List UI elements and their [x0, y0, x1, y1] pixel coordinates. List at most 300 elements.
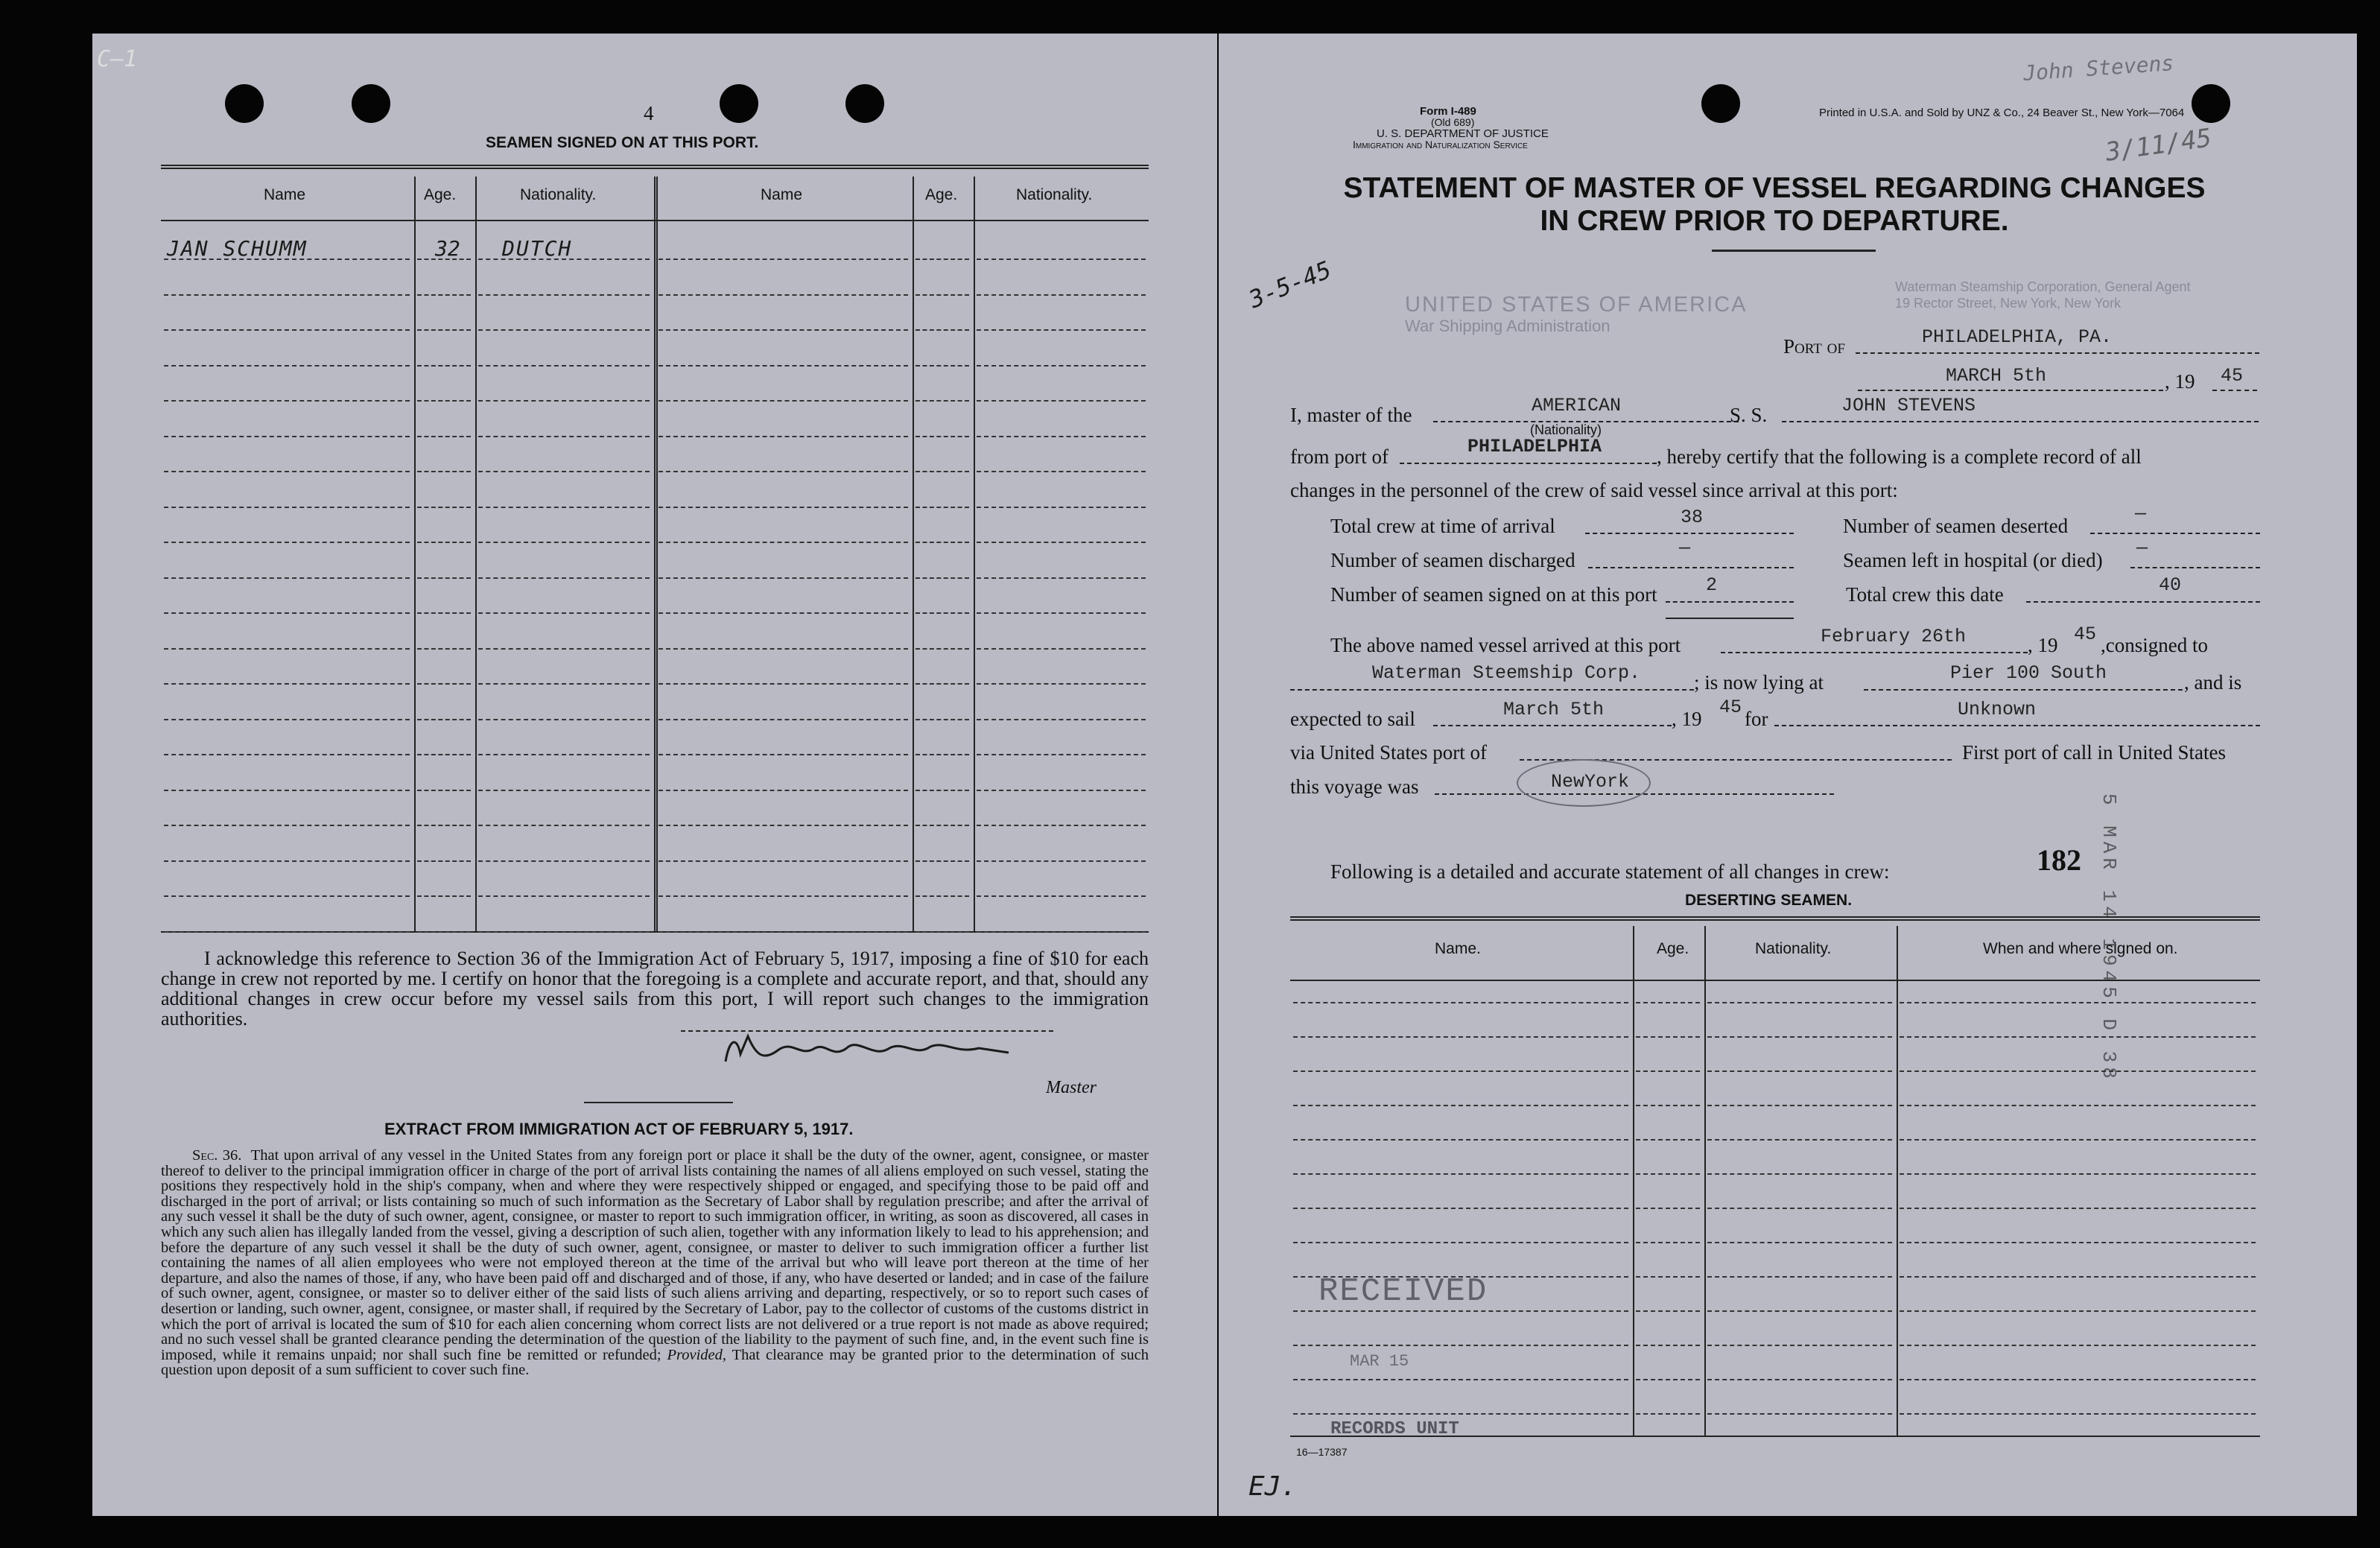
deserting-rule-line: [1707, 1276, 1892, 1278]
total-arrival-label: Total crew at time of arrival: [1330, 515, 1555, 537]
from-port-label: from port of: [1290, 445, 1389, 468]
deserting-rule-line: [1636, 1310, 1700, 1312]
deserting-rule-line: [1707, 1379, 1892, 1380]
table-rule-line: [164, 790, 410, 791]
signature-image: [666, 1032, 1016, 1068]
col-header-nationality: Nationality.: [520, 186, 597, 203]
deserting-rule-line: [1636, 1345, 1700, 1346]
dcol-header-nationality: Nationality.: [1755, 940, 1832, 957]
dcol-header-when: When and where signed on.: [1983, 940, 2178, 957]
expected-line: [1433, 725, 1672, 726]
expected-label: expected to sail: [1290, 708, 1415, 730]
deserting-rule-line: [1707, 1242, 1892, 1243]
stamp-owner-sub: War Shipping Administration: [1405, 317, 1611, 335]
punch-hole: [2192, 84, 2230, 123]
deserting-rule-line: [1707, 1002, 1892, 1003]
deserting-heading: DESERTING SEAMEN.: [1685, 892, 1853, 909]
form-title-2: IN CREW PRIOR TO DEPARTURE.: [1540, 205, 2009, 237]
nationality-caption: (Nationality): [1530, 422, 1602, 437]
table-rule-line: [977, 400, 1146, 402]
deserting-rule-line: [1707, 1310, 1892, 1312]
table-rule-line: [977, 648, 1146, 650]
table-top-rule: [161, 165, 1149, 169]
table-rule-line: [977, 577, 1146, 579]
table-rule-line: [478, 471, 650, 472]
deserting-rule-line: [1636, 1413, 1700, 1415]
expected-year-prefix-value: 19: [1681, 708, 1702, 730]
arrival-line: [1721, 652, 2028, 653]
table-rule-line: [977, 471, 1146, 472]
lying-line: [1864, 689, 2183, 691]
hospital-value: —: [2136, 537, 2148, 559]
expected-year-prefix: , 19: [1672, 708, 1702, 730]
table-rule-line: [478, 719, 650, 720]
consigned-label-text: consigned to: [2105, 634, 2208, 656]
deserting-rule-line: [1636, 1242, 1700, 1243]
discharged-label: Number of seamen discharged: [1330, 549, 1575, 571]
table-rule-line: [977, 719, 1146, 720]
ship-line: [1782, 421, 2259, 422]
table-rule-line: [478, 400, 650, 402]
received-stamp: RECEIVED: [1318, 1273, 1488, 1310]
arrival-year-prefix-value: 19: [2037, 634, 2058, 656]
table-rule-line: [478, 931, 650, 933]
deserting-rule-line: [1900, 1036, 2256, 1038]
total-date-line: [2026, 601, 2260, 603]
table-rule-line: [164, 365, 410, 367]
stamp-agent-sub: 19 Rector Street, New York, New York: [1895, 296, 2122, 311]
table-rule-line: [659, 754, 908, 755]
deserting-header-rule: [1290, 980, 2260, 981]
deserting-rule-line: [1636, 1276, 1700, 1278]
table-rule-line: [478, 683, 650, 685]
deserted-value: —: [2135, 503, 2147, 524]
table-rule-line: [915, 754, 969, 755]
top-hand-date: 3/11/45: [2103, 123, 2214, 168]
acknowledgement-text: I acknowledge this reference to Section 36 of the Immigration Act of February 5, 1917, imposing a fine of $10 for each change in crew not reported by me. I certify on honor that the foregoing is a complete and accurate report, and that, should any additional changes in crew occur before my vessel sails from this port, I will report such changes to the immigration authorities.: [161, 948, 1149, 1030]
year-line: [2212, 390, 2257, 391]
deserting-rule-line: [1293, 1345, 1628, 1346]
signature-underline: [584, 1102, 733, 1103]
port-label: Port of: [1783, 335, 1845, 358]
deserting-rule-line: [1293, 1413, 1628, 1415]
deserting-rule-line: [1293, 1173, 1628, 1175]
table-rule-line: [977, 294, 1146, 296]
table-rule-line: [659, 365, 908, 367]
table-rule-line: [659, 400, 908, 402]
table-rule-line: [417, 471, 471, 472]
table-rule-line: [915, 895, 969, 897]
initials: EJ.: [1248, 1471, 1298, 1502]
deserting-rule-line: [1900, 1310, 2256, 1312]
seamen-signed-heading: SEAMEN SIGNED ON AT THIS PORT.: [486, 134, 759, 151]
right-page: [1219, 34, 2357, 1516]
table-rule-line: [417, 612, 471, 614]
table-rule-line: [977, 790, 1146, 791]
table-rule-line: [164, 612, 410, 614]
deserting-rule-line: [1293, 1002, 1628, 1003]
date-line: [1858, 390, 2163, 391]
received-month: MAR 15: [1350, 1352, 1409, 1371]
table-rule-line: [977, 683, 1146, 685]
table-rule-line: [977, 895, 1146, 897]
table-rule-line: [977, 754, 1146, 755]
col-divider: [913, 177, 914, 931]
form-old: (Old 689): [1431, 116, 1475, 128]
deserting-rule-line: [1707, 1036, 1892, 1038]
ship-name: JOHN STEVENS: [1841, 395, 1976, 416]
deserting-rule-line: [1707, 1413, 1892, 1415]
punch-hole: [352, 84, 390, 123]
col-header-name: Name: [264, 186, 306, 203]
table-rule-line: [478, 825, 650, 826]
table-rule-line: [164, 400, 410, 402]
table-rule-line: [417, 683, 471, 685]
dcol-header-name: Name.: [1435, 940, 1481, 957]
deserting-rule-line: [1636, 1002, 1700, 1003]
table-rule-line: [417, 860, 471, 862]
total-arrival-value: 38: [1681, 507, 1704, 528]
table-rule-line: [977, 612, 1146, 614]
deserting-rule-line: [1293, 1139, 1628, 1141]
table-rule-line: [417, 400, 471, 402]
from-port-line: [1400, 463, 1657, 464]
top-hand-note: John Stevens: [2022, 50, 2175, 86]
table-rule-line: [164, 825, 410, 826]
master-label: I, master of the: [1290, 404, 1412, 426]
deserting-rule-line: [1900, 1379, 2256, 1380]
table-rule-line: [915, 258, 969, 260]
table-rule-line: [915, 612, 969, 614]
table-rule-line: [417, 648, 471, 650]
table-rule-line: [659, 436, 908, 437]
extract-heading: EXTRACT FROM IMMIGRATION ACT OF FEBRUARY 5, 1917.: [384, 1120, 854, 1138]
table-rule-line: [659, 471, 908, 472]
deserting-rule-line: [1900, 1242, 2256, 1243]
punch-hole: [1701, 84, 1740, 123]
deserting-rule-line: [1707, 1208, 1892, 1209]
consignee: Waterman Steemship Corp.: [1372, 662, 1641, 684]
deserting-rule-line: [1707, 1173, 1892, 1175]
table-rule-line: [915, 648, 969, 650]
col-header-age: Age.: [424, 186, 457, 203]
table-rule-line: [659, 612, 908, 614]
title-rule: [1712, 250, 1876, 252]
table-rule-line: [164, 719, 410, 720]
printer-note: Printed in U.S.A. and Sold by UNZ & Co., 24 Beaver St., New York—7064: [1819, 107, 2185, 119]
deserting-rule-line: [1900, 1173, 2256, 1175]
table-rule-line: [417, 719, 471, 720]
ss-label: S. S.: [1730, 404, 1768, 426]
stamp-number: 182: [2037, 843, 2081, 877]
table-rule-line: [164, 931, 410, 933]
table-rule-line: [417, 931, 471, 933]
table-rule-line: [478, 895, 650, 897]
voyage-value: NewYork: [1551, 771, 1630, 793]
table-rule-line: [915, 860, 969, 862]
table-rule-line: [164, 436, 410, 437]
deserting-rule-line: [1293, 1036, 1628, 1038]
table-rule-line: [977, 931, 1146, 933]
table-rule-line: [478, 329, 650, 331]
deserting-rule-line: [1707, 1139, 1892, 1141]
date-value: MARCH 5th: [1946, 365, 2047, 387]
lying-value: Pier 100 South: [1950, 662, 2107, 684]
following-text: Following is a detailed and accurate statement of all changes in crew:: [1330, 860, 1890, 883]
deserting-rule-line: [1900, 1070, 2256, 1072]
arrival-label: The above named vessel arrived at this port: [1330, 634, 1681, 656]
table-rule-line: [915, 577, 969, 579]
year-prefix: , 19: [2165, 370, 2195, 393]
table-rule-line: [417, 790, 471, 791]
deserting-rule-line: [1707, 1345, 1892, 1346]
dcol-divider: [1633, 926, 1634, 1436]
deserting-rule-line: [1636, 1379, 1700, 1380]
seaman-name: JAN SCHUMM: [167, 236, 308, 261]
certify-text: , hereby certify that the following is a complete record of all: [1657, 445, 2142, 468]
signature-role: Master: [1046, 1078, 1097, 1097]
from-port-value: PHILADELPHIA: [1467, 436, 1602, 457]
punch-hole: [720, 84, 758, 123]
col-header-name-2: Name: [761, 186, 803, 203]
section-36-text: [161, 1148, 1149, 1378]
discharged-value: —: [1679, 537, 1691, 559]
for-label: for: [1745, 708, 1768, 730]
table-rule-line: [478, 860, 650, 862]
table-rule-line: [478, 754, 650, 755]
table-rule-line: [659, 860, 908, 862]
total-date-value: 40: [2159, 574, 2182, 596]
table-rule-line: [977, 860, 1146, 862]
lying-label: ; is now lying at: [1694, 671, 1824, 694]
table-rule-line: [977, 542, 1146, 543]
via-label: via United States port of: [1290, 741, 1487, 764]
arrival-year-prefix: , 19: [2028, 634, 2058, 656]
stamp-owner: UNITED STATES OF AMERICA: [1405, 293, 1748, 317]
certify-text-2: changes in the personnel of the crew of said vessel since arrival at this port:: [1290, 479, 1898, 501]
punch-hole: [225, 84, 264, 123]
table-rule-line: [417, 436, 471, 437]
hospital-label: Seamen left in hospital (or died): [1843, 549, 2103, 571]
table-rule-line: [977, 329, 1146, 331]
table-rule-line: [478, 542, 650, 543]
table-rule-line: [915, 542, 969, 543]
table-rule-line: [164, 471, 410, 472]
deserting-rule-line: [1293, 1379, 1628, 1380]
table-rule-line: [659, 931, 908, 933]
deserting-rule-line: [1900, 1139, 2256, 1141]
vertical-stamp: 5 MAR 14 1945 D 38: [2098, 793, 2120, 1083]
deserting-rule-line: [1636, 1070, 1700, 1072]
table-rule-line: [417, 329, 471, 331]
deserting-rule-line: [1293, 1242, 1628, 1243]
total-arrival-line: [1585, 533, 1794, 534]
records-unit-stamp: RECORDS UNIT: [1330, 1419, 1459, 1439]
deserting-rule-line: [1900, 1002, 2256, 1003]
table-rule-line: [164, 294, 410, 296]
seaman-age: 32: [435, 236, 460, 261]
deserting-rule-line: [1900, 1276, 2256, 1278]
table-rule-line: [977, 365, 1146, 367]
table-rule-line: [478, 790, 650, 791]
table-rule-line: [417, 825, 471, 826]
deserting-rule-line: [1293, 1208, 1628, 1209]
table-rule-line: [915, 329, 969, 331]
hospital-line: [2130, 567, 2260, 568]
table-rule-line: [417, 542, 471, 543]
seaman-nationality: DUTCH: [502, 236, 573, 261]
table-rule-line: [977, 258, 1146, 260]
deserting-rule-line: [1707, 1105, 1892, 1106]
table-rule-line: [977, 436, 1146, 437]
table-rule-line: [164, 648, 410, 650]
table-rule-line: [659, 825, 908, 826]
table-rule-line: [417, 294, 471, 296]
signed-value: 2: [1706, 574, 1718, 596]
port-line: [1856, 352, 2259, 354]
table-rule-line: [164, 542, 410, 543]
section-body: That upon arrival of any vessel in the United States from any foreign port or place it shall be the duty of the owner, agent, consignee, or master thereof to deliver to the principal immigration officer in charge of the port of arrival lists containing the names of all aliens employed on such vessel, stating the positions they respectively hold in the ship's company, when and where they were respectively shipped or engaged, and specifying those to be paid off and discharged in the port of arrival; or lists containing so much of such information as the Secretary of Labor shall by regulation prescribe; and after the arrival of any such vessel it shall be the duty of such owner, agent, consignee, or master to report to such immigration officer, in writing, as soon as discovered, all cases in which any such alien has illegally landed from the vessel, giving a description of such alien, together with any information likely to lead to his apprehension; and before the departure of any such vessel it shall be the duty of such owner, agent, consignee, or master to deliver to such immigration officer a further list containing the names of all alien employees who were not employed thereon at the time of the arrival but who will leave port thereon at the time of her departure, and also the names of those, if any, who have been paid off and discharged and of those, if any, who have deserted or landed; and in case of the failure of such owner, agent, consignee, or master so to deliver either of the said lists of such aliens arriving and departing, respectively, or so to report such cases of desertion or landing, such owner, agent, consignee, or master shall, if required by the Secretary of Labor, pay to the collector of customs of the customs district in which the port of arrival is located the sum of $10 for each alien concerning whom correct lists are not delivered or a true report is not made as above required; and no such vessel shall be granted clearance pending the determination of the question of the liability to the payment of such fine, and, in the event such fine is imposed, while it remains unpaid; nor shall such fine be remitted or refunded;: [161, 1147, 1149, 1363]
table-rule-line: [659, 329, 908, 331]
and-is: , and is: [2184, 671, 2242, 694]
consignee-line: [1290, 689, 1694, 691]
table-rule-line: [915, 436, 969, 437]
deserting-rule-line: [1636, 1139, 1700, 1141]
page-number: 4: [644, 102, 654, 124]
expected-year: 45: [1719, 697, 1742, 718]
deserting-rule-line: [1636, 1173, 1700, 1175]
deserting-top-rule: [1290, 916, 2260, 921]
arrival-date: February 26th: [1821, 626, 1967, 647]
table-rule-line: [478, 365, 650, 367]
col-header-nationality-2: Nationality.: [1016, 186, 1093, 203]
table-rule-line: [164, 895, 410, 897]
table-rule-line: [164, 754, 410, 755]
for-value: Unknown: [1958, 699, 2037, 720]
table-rule-line: [478, 294, 650, 296]
table-rule-line: [164, 860, 410, 862]
nationality-value: AMERICAN: [1532, 395, 1622, 416]
deserting-rule-line: [1293, 1105, 1628, 1106]
dcol-divider: [1704, 926, 1706, 1436]
deserting-rule-line: [1636, 1105, 1700, 1106]
deserting-rule-line: [1293, 1310, 1628, 1312]
first-port-label: First port of call in United States: [1962, 741, 2226, 764]
table-rule-line: [659, 790, 908, 791]
col-header-age-2: Age.: [925, 186, 958, 203]
table-rule-line: [915, 790, 969, 791]
signed-total-rule: [1666, 618, 1794, 619]
voyage-label: this voyage was: [1290, 775, 1419, 798]
deserting-rule-line: [1900, 1345, 2256, 1346]
department: U. S. DEPARTMENT OF JUSTICE: [1377, 127, 1549, 140]
port-value: PHILADELPHIA, PA.: [1922, 326, 2113, 348]
col-divider: [414, 177, 416, 931]
consigned-label: ,consigned to: [2101, 634, 2208, 656]
table-rule-line: [417, 895, 471, 897]
arrival-year: 45: [2074, 624, 2097, 645]
table-rule-line: [478, 507, 650, 508]
deserting-rule-line: [1900, 1208, 2256, 1209]
table-rule-line: [478, 612, 650, 614]
left-page: [92, 34, 1217, 1516]
punch-hole: [845, 84, 884, 123]
table-rule-line: [478, 577, 650, 579]
signed-label: Number of seamen signed on at this port: [1330, 583, 1657, 606]
col-divider: [974, 177, 975, 931]
year-prefix-value: 19: [2174, 370, 2195, 393]
deserting-rule-line: [1636, 1208, 1700, 1209]
deserted-label: Number of seamen deserted: [1843, 515, 2069, 537]
table-rule-line: [659, 542, 908, 543]
deserting-rule-line: [1900, 1105, 2256, 1106]
table-rule-line: [659, 648, 908, 650]
table-rule-line: [478, 436, 650, 437]
form-title-1: STATEMENT OF MASTER OF VESSEL REGARDING CHANGES: [1343, 172, 2206, 204]
for-line: [1774, 725, 2260, 726]
table-rule-line: [417, 507, 471, 508]
table-rule-line: [915, 931, 969, 933]
deserting-rule-line: [1293, 1070, 1628, 1072]
col-divider: [475, 177, 477, 931]
dcol-divider: [1897, 926, 1898, 1436]
deserting-rule-line: [1636, 1036, 1700, 1038]
handwritten-date: 3-5-45: [1245, 255, 1336, 314]
section-body-end: That clearance may be granted prior to the determination of such question upon deposit of a sum sufficient to cover such fine.: [161, 1346, 1149, 1379]
page-gutter: [1217, 34, 1219, 1516]
deserting-rule-line: [1707, 1070, 1892, 1072]
col-divider: [654, 177, 658, 931]
table-rule-line: [915, 365, 969, 367]
dcol-header-age: Age.: [1657, 940, 1689, 957]
discharged-line: [1588, 567, 1794, 568]
table-rule-line: [915, 825, 969, 826]
section-label: Sec. 36.: [192, 1147, 242, 1164]
table-rule-line: [915, 683, 969, 685]
form-id: Form I-489: [1420, 105, 1476, 118]
table-rule-line: [659, 895, 908, 897]
table-rule-line: [915, 507, 969, 508]
deserted-line: [2090, 533, 2260, 534]
deserting-rule-line: [1900, 1413, 2256, 1415]
signed-line: [1666, 601, 1794, 603]
table-rule-line: [417, 365, 471, 367]
table-rule-line: [659, 577, 908, 579]
table-rule-line: [417, 754, 471, 755]
table-rule-line: [977, 507, 1146, 508]
table-rule-line: [915, 719, 969, 720]
table-rule-line: [659, 683, 908, 685]
service: Immigration and Naturalization Service: [1353, 139, 1528, 150]
total-date-label: Total crew this date: [1846, 583, 2004, 606]
table-rule-line: [164, 577, 410, 579]
table-rule-line: [915, 294, 969, 296]
stamp-agent: Waterman Steamship Corporation, General Agent: [1895, 279, 2191, 294]
table-rule-line: [478, 648, 650, 650]
table-rule-line: [164, 507, 410, 508]
margin-mark: C—1: [97, 46, 138, 72]
expected-date: March 5th: [1503, 699, 1605, 720]
print-code: 16—17387: [1296, 1446, 1348, 1458]
table-rule-line: [977, 825, 1146, 826]
provided-label: Provided,: [667, 1346, 727, 1363]
table-rule-line: [417, 577, 471, 579]
table-rule-line: [659, 294, 908, 296]
table-rule-line: [915, 400, 969, 402]
table-rule-line: [659, 507, 908, 508]
table-rule-line: [659, 258, 908, 260]
table-rule-line: [164, 329, 410, 331]
